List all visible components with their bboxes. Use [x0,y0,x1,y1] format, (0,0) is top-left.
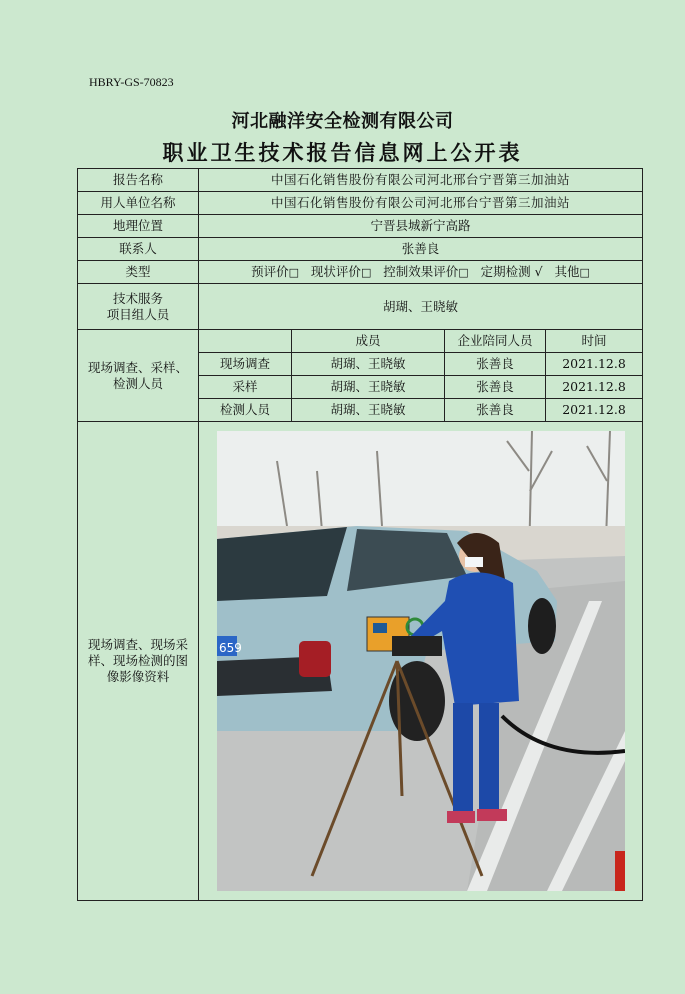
label-report-name: 报告名称 [78,169,199,192]
row-location [78,215,643,238]
label-photo: 现场调查、现场采 样、现场检测的图 像影像资料 [78,422,199,901]
disclosure-table [77,168,643,901]
row-photo [78,422,643,901]
form-title: 职业卫生技术报告信息网上公开表 [162,140,523,165]
survey-task: 检测人员 [199,399,292,422]
license-plate-text: 659 [218,641,242,655]
site-photo-illustration [217,431,625,891]
survey-members: 胡瑚、王晓敏 [292,353,445,376]
checkmark-icon: √ [534,263,543,279]
type-option-periodic-testing: 定期检测 √ [480,263,543,279]
survey-task: 采样 [199,376,292,399]
checkbox-icon: □ [458,265,469,279]
checkbox-icon: □ [579,265,590,279]
type-option-status-evaluation: 现状评价□ [310,263,372,279]
survey-date: 2021.12.8 [546,376,643,399]
value-report-name: 中国石化销售股份有限公司河北邢台宁晋第三加油站 [199,169,643,192]
label-survey: 现场调查、采样、 检测人员 [78,330,199,422]
row-employer [78,192,643,215]
photo-cell [199,422,643,901]
survey-header-blank [199,330,292,353]
survey-escort: 张善良 [445,376,546,399]
row-report-name [78,169,643,192]
checkbox-icon: □ [360,265,372,279]
row-team [78,284,643,330]
label-team: 技术服务 项目组人员 [78,284,199,330]
label-contact: 联系人 [78,238,199,261]
type-option-control-effect: 控制效果评价□ [383,263,469,279]
value-contact: 张善良 [199,238,643,261]
document-code: HBRY-GS-70823 [89,75,174,89]
survey-task: 现场调查 [199,353,292,376]
survey-header-members: 成员 [292,330,445,353]
survey-header-escort: 企业陪同人员 [445,330,546,353]
survey-header-row [78,330,643,353]
survey-header-time: 时间 [546,330,643,353]
site-photo [217,431,625,891]
survey-escort: 张善良 [445,399,546,422]
row-contact [78,238,643,261]
label-location: 地理位置 [78,215,199,238]
value-team: 胡瑚、王晓敏 [199,284,643,330]
checkbox-icon: □ [288,265,299,279]
survey-date: 2021.12.8 [546,399,643,422]
survey-members: 胡瑚、王晓敏 [292,399,445,422]
type-options [199,261,643,284]
survey-escort: 张善良 [445,353,546,376]
label-type: 类型 [78,261,199,284]
type-option-pre-evaluation: 预评价□ [251,263,299,279]
survey-members: 胡瑚、王晓敏 [292,376,445,399]
value-location: 宁晋县城新宁高路 [199,215,643,238]
label-employer: 用人单位名称 [78,192,199,215]
type-option-other: 其他□ [554,263,590,279]
company-name: 河北融洋安全检测有限公司 [231,111,454,132]
survey-date: 2021.12.8 [546,353,643,376]
value-employer: 中国石化销售股份有限公司河北邢台宁晋第三加油站 [199,192,643,215]
row-type [78,261,643,284]
